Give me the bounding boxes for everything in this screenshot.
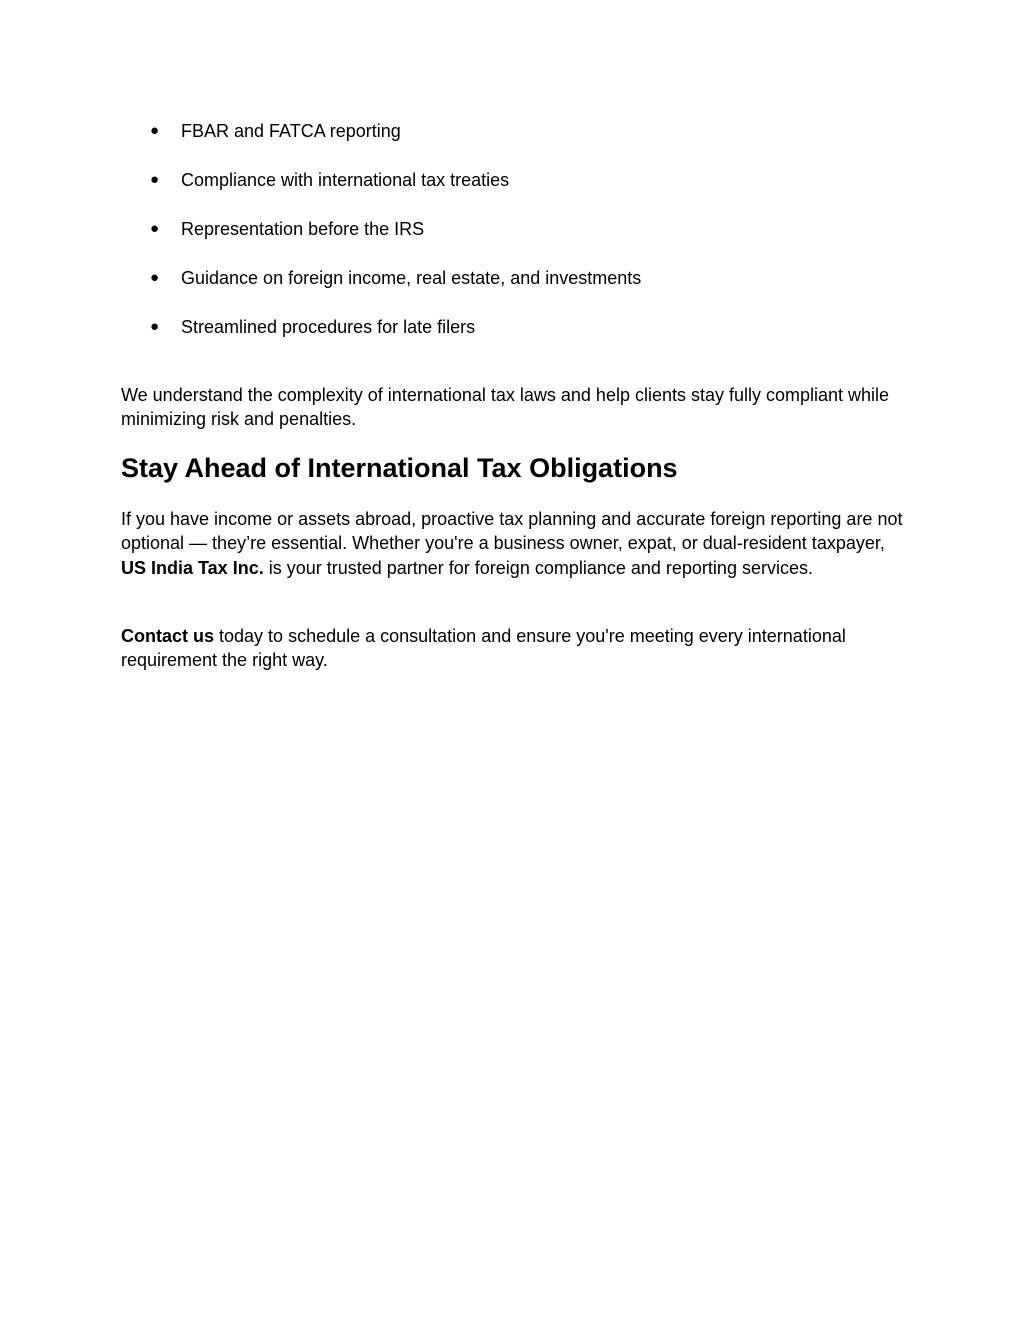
list-item-text: Representation before the IRS bbox=[181, 219, 425, 239]
contact-us-link[interactable]: Contact us bbox=[121, 626, 215, 646]
paragraph-text: If you have income or assets abroad, proactive tax planning and accurate foreign reporting are not optional — they’re essential. Whether you're a business owner, expat, or dual-resident taxpayer, bbox=[121, 509, 903, 554]
list-item-text: Compliance with international tax treaties bbox=[181, 170, 510, 190]
intro-paragraph: We understand the complexity of international tax laws and help clients stay fully compliant while minimizing risk and penalties. bbox=[121, 385, 890, 430]
paragraph-text: is your trusted partner for foreign compliance and reporting services. bbox=[263, 557, 813, 578]
list-item-text: Guidance on foreign income, real estate, and investments bbox=[181, 268, 642, 288]
section-paragraph bbox=[121, 507, 906, 580]
cta-text: today to schedule a consultation and ensure you're meeting every international requirement the right way. bbox=[121, 626, 846, 671]
bullet-icon: ● bbox=[150, 220, 160, 237]
bullet-icon: ● bbox=[150, 171, 160, 188]
bullet-icon: ● bbox=[150, 269, 160, 286]
bullet-icon: ● bbox=[150, 122, 160, 139]
bullet-icon: ● bbox=[150, 318, 160, 335]
list-item-text: Streamlined procedures for late filers bbox=[181, 317, 476, 337]
section-heading: Stay Ahead of International Tax Obligations bbox=[121, 453, 678, 483]
company-name: US India Tax Inc. bbox=[121, 557, 264, 578]
cta-paragraph bbox=[121, 624, 901, 673]
list-item-text: FBAR and FATCA reporting bbox=[181, 121, 401, 141]
